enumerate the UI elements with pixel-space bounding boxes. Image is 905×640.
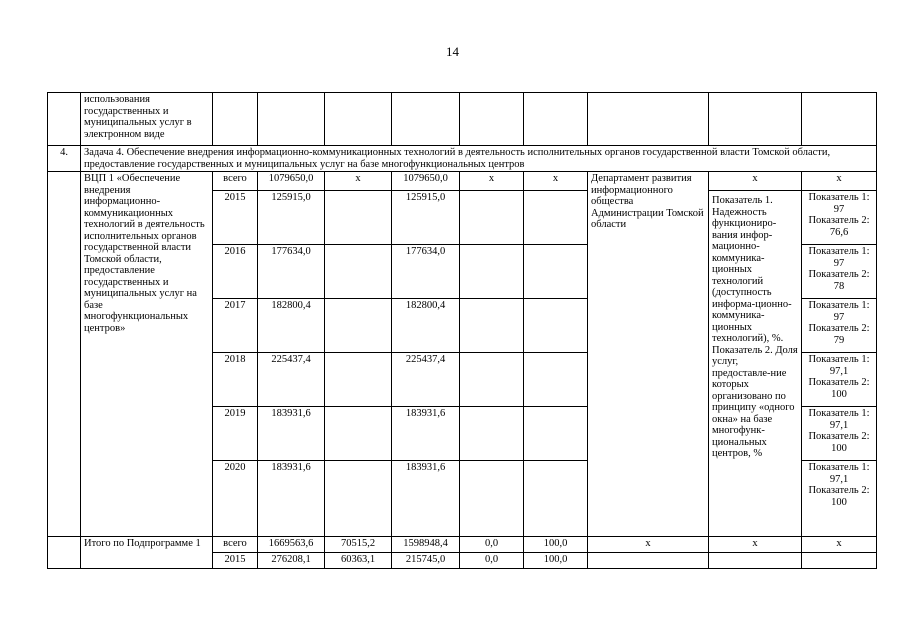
federal-cell: 60363,1 [325, 553, 392, 569]
federal-cell: х [325, 172, 392, 191]
total-cell: 183931,6 [258, 461, 325, 537]
extra-cell: 100,0 [524, 537, 588, 553]
regional-cell: 177634,0 [392, 245, 460, 299]
year-cell: 2017 [213, 299, 258, 353]
regional-cell: 183931,6 [392, 461, 460, 537]
extra-cell: 100,0 [524, 553, 588, 569]
regional-cell: 1598948,4 [392, 537, 460, 553]
responsible-cell: Департамент развития информационного общества Администрации Томской области [588, 172, 709, 537]
regional-cell: 1079650,0 [392, 172, 460, 191]
row-name-cell: использования государственных и муниципальных услуг в электронном виде [81, 93, 213, 146]
total-cell: 225437,4 [258, 353, 325, 407]
regional-cell: 125915,0 [392, 191, 460, 245]
year-cell: 2015 [213, 553, 258, 569]
subprogram-table [47, 92, 877, 569]
values-cell: х [802, 537, 877, 553]
total-row [48, 537, 877, 553]
responsible-cell: х [588, 537, 709, 553]
total-cell: 183931,6 [258, 407, 325, 461]
year-cell: 2015 [213, 191, 258, 245]
regional-cell: 215745,0 [392, 553, 460, 569]
total-cell: 125915,0 [258, 191, 325, 245]
total-cell: 182800,4 [258, 299, 325, 353]
federal-cell: 70515,2 [325, 537, 392, 553]
values-cell: Показатель 1: 97,1 Показатель 2: 100 [802, 461, 877, 537]
values-cell: Показатель 1: 97 Показатель 2: 79 [802, 299, 877, 353]
local-cell: х [460, 172, 524, 191]
year-cell: 2016 [213, 245, 258, 299]
indicator-cell: х [709, 172, 802, 191]
task-number: 4. [48, 146, 81, 172]
task-text: Задача 4. Обеспечение внедрения информационно-коммуникационных технологий в деятельность исполнительных органов государственной власти Томской области, предоставление государственных и муниципальных услуг на базе многофункциональных центров [81, 146, 877, 172]
values-cell: Показатель 1: 97,1 Показатель 2: 100 [802, 407, 877, 461]
page-number: 14 [446, 44, 459, 59]
regional-cell: 225437,4 [392, 353, 460, 407]
period-cell: всего [213, 537, 258, 553]
indicator-cell: х [709, 537, 802, 553]
local-cell: 0,0 [460, 537, 524, 553]
table-row [48, 172, 877, 191]
extra-cell: х [524, 172, 588, 191]
indicator-text: Показатель 1. Надежность функциониро-вания инфор-мационно-коммуника-ционных технологий (доступность информа-ционно-коммуника-ционных технологий), %. Показатель 2. Доля услуг, предоставле-ние которых организовано по принципу «одного окна» на базе многофунк-циональных центров, % [709, 191, 802, 537]
local-cell: 0,0 [460, 553, 524, 569]
vcp-name: ВЦП 1 «Обеспечение внедрения информационно-коммуникационных технологий в деятельность исполнительных органов государственной власти Томской области, предоставление государственных и муниципальных услуг на базе многофункциональных центров» [81, 172, 213, 537]
values-cell: Показатель 1: 97,1 Показатель 2: 100 [802, 353, 877, 407]
period-cell: всего [213, 172, 258, 191]
total-cell: 276208,1 [258, 553, 325, 569]
table-row [48, 93, 877, 146]
values-cell: х [802, 172, 877, 191]
total-cell: 1669563,6 [258, 537, 325, 553]
year-cell: 2020 [213, 461, 258, 537]
values-cell: Показатель 1: 97 Показатель 2: 78 [802, 245, 877, 299]
year-cell: 2019 [213, 407, 258, 461]
itogo-name: Итого по Подпрограмме 1 [81, 537, 213, 569]
year-cell: 2018 [213, 353, 258, 407]
values-cell: Показатель 1: 97 Показатель 2: 76,6 [802, 191, 877, 245]
task-row [48, 146, 877, 172]
regional-cell: 182800,4 [392, 299, 460, 353]
total-cell: 177634,0 [258, 245, 325, 299]
total-cell: 1079650,0 [258, 172, 325, 191]
regional-cell: 183931,6 [392, 407, 460, 461]
